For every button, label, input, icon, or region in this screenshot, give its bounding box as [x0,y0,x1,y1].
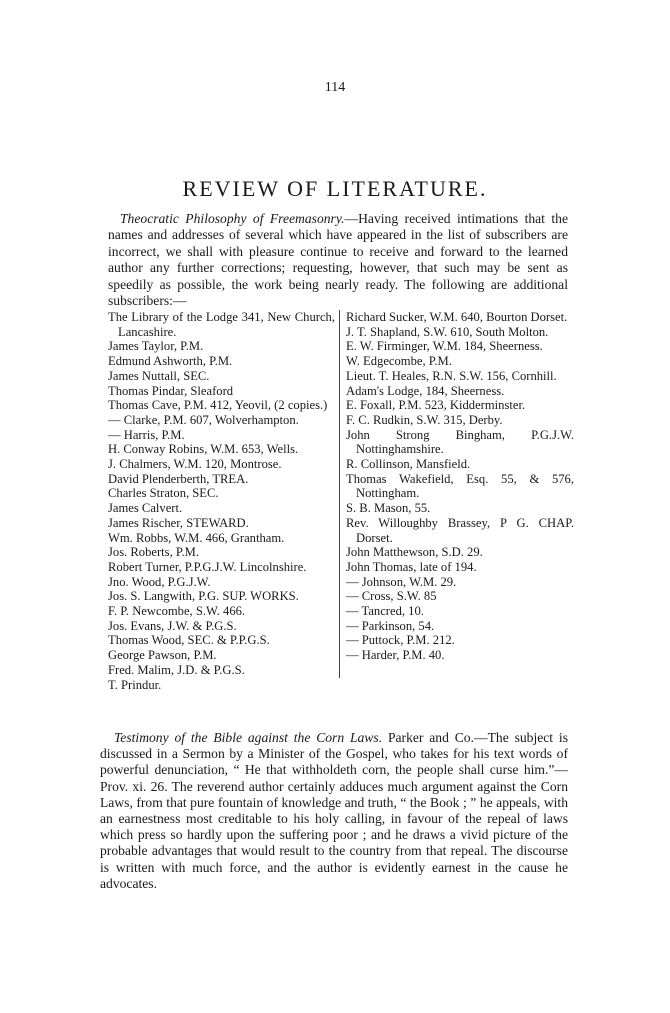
subscriber-entry: R. Collinson, Mansfield. [346,457,471,472]
subscriber-entry: John Matthewson, S.D. 29. [346,545,483,560]
subscriber-entry: — Puttock, P.M. 212. [346,633,455,648]
subscriber-entry: John Thomas, late of 194. [346,559,477,574]
subscriber-entry: Rev. Willoughby Brassey, P G. CHAP. Dorset. [346,515,574,545]
subscriber-entry: Adam's Lodge, 184, Sheerness. [346,383,505,398]
subscriber-list [108,310,574,692]
subscriber-entry: E. Foxall, P.M. 523, Kidderminster. [346,398,526,413]
subscriber-entry: E. W. Firminger, W.M. 184, Sheerness. [346,339,543,354]
review-theocratic-philosophy [108,211,568,309]
subscriber-entry: W. Edgecombe, P.M. [346,354,452,369]
subscriber-entry: — Harris, P.M. [108,427,185,442]
subscriber-entry: — Cross, S.W. 85 [346,589,437,604]
subscriber-entry: — Johnson, W.M. 29. [346,574,457,589]
subscriber-entry: James Rischer, STEWARD. [108,515,249,530]
subscriber-entry: Jno. Wood, P.G.J.W. [108,574,211,589]
review-body: Parker and Co.—The subject is discussed in a Sermon by a Minister of the Gospel, who takes for his text words of powerful denunciation, “ He that withholdeth corn, the people shall curse him.”—Prov. xi. 26. The reverend author certainly adduces much argument against the Corn Laws, from that pure fountain of knowledge and truth, “ the Book ; ” he appeals, with an earnestness most creditable to his holy calling, in favour of the repeal of laws which press so hardly upon the suffering poor ; and he draws a vivid picture of the probable advantages that would result to the country from that repeal. The discourse is written with much force, and the author is evidently earnest in the cause he advocates. [100,730,568,891]
subscriber-entry: James Taylor, P.M. [108,339,204,354]
review-body: —Having received intimations that the names and addresses of several which have appeared in the list of subscribers are incorrect, we shall with pleasure continue to receive and forward to the learned author any further corrections; requesting, however, that such may be sent as speedily as possible, the work being nearly ready. The following are additional subscribers:— [108,211,568,309]
subscriber-entry: Jos. S. Langwith, P.G. SUP. WORKS. [108,589,299,604]
subscriber-entry: Fred. Malim, J.D. & P.G.S. [108,662,245,677]
subscriber-entry: S. B. Mason, 55. [346,501,431,516]
subscriber-entry: Jos. Evans, J.W. & P.G.S. [108,618,237,633]
subscriber-entry: — Clarke, P.M. 607, Wolverhampton. [108,412,299,427]
section-title: REVIEW OF LITERATURE. [182,176,488,201]
subscriber-entry: The Library of the Lodge 341, New Church, Lancashire. [108,310,335,339]
subscriber-entry: J. T. Shapland, S.W. 610, South Molton. [346,324,549,339]
subscriber-entry: — Harder, P.M. 40. [346,648,445,663]
subscriber-entry: Thomas Wood, SEC. & P.P.G.S. [108,633,270,648]
page-number: 114 [324,80,346,95]
subscriber-entry: Thomas Pindar, Sleaford [108,383,234,398]
subscriber-entry: John Strong Bingham, P.G.J.W. Nottinghamshire. [346,427,574,457]
subscriber-entry: Jos. Roberts, P.M. [108,545,199,560]
subscriber-entry: Thomas Wakefield, Esq. 55, & 576, Nottingham. [346,471,574,501]
subscriber-entry: J. Chalmers, W.M. 120, Montrose. [108,457,282,472]
subscriber-entry: F. P. Newcombe, S.W. 466. [108,604,246,619]
subscriber-entry: H. Conway Robins, W.M. 653, Wells. [108,442,299,457]
review-title: Testimony of the Bible against the Corn Laws. [114,730,383,745]
subscriber-entry: T. Prindur. [108,677,162,692]
subscriber-entry: David Plenderberth, TREA. [108,471,249,486]
subscriber-entry: Lieut. T. Heales, R.N. S.W. 156, Cornhill. [346,368,557,383]
subscriber-entry: Robert Turner, P.P.G.J.W. Lincolnshire. [108,559,307,574]
subscriber-entry: Wm. Robbs, W.M. 466, Grantham. [108,530,285,545]
subscriber-entry: James Calvert. [108,501,183,516]
subscriber-column-right [340,310,574,678]
review-title: Theocratic Philosophy of Freemasonry. [120,211,345,226]
subscriber-entry: Thomas Cave, P.M. 412, Yeovil, (2 copies.) [108,398,328,413]
subscriber-entry: Richard Sucker, W.M. 640, Bourton Dorset. [346,310,568,324]
subscriber-entry: Edmund Ashworth, P.M. [108,354,233,369]
subscriber-entry: Charles Straton, SEC. [108,486,219,501]
subscriber-entry: — Parkinson, 54. [346,618,435,633]
subscriber-entry: — Tancred, 10. [346,604,424,619]
subscriber-entry: James Nuttall, SEC. [108,368,210,383]
subscriber-entry: George Pawson, P.M. [108,648,217,663]
subscriber-entry: F. C. Rudkin, S.W. 315, Derby. [346,412,503,427]
subscriber-column-left [108,310,340,692]
review-corn-laws [100,730,568,892]
